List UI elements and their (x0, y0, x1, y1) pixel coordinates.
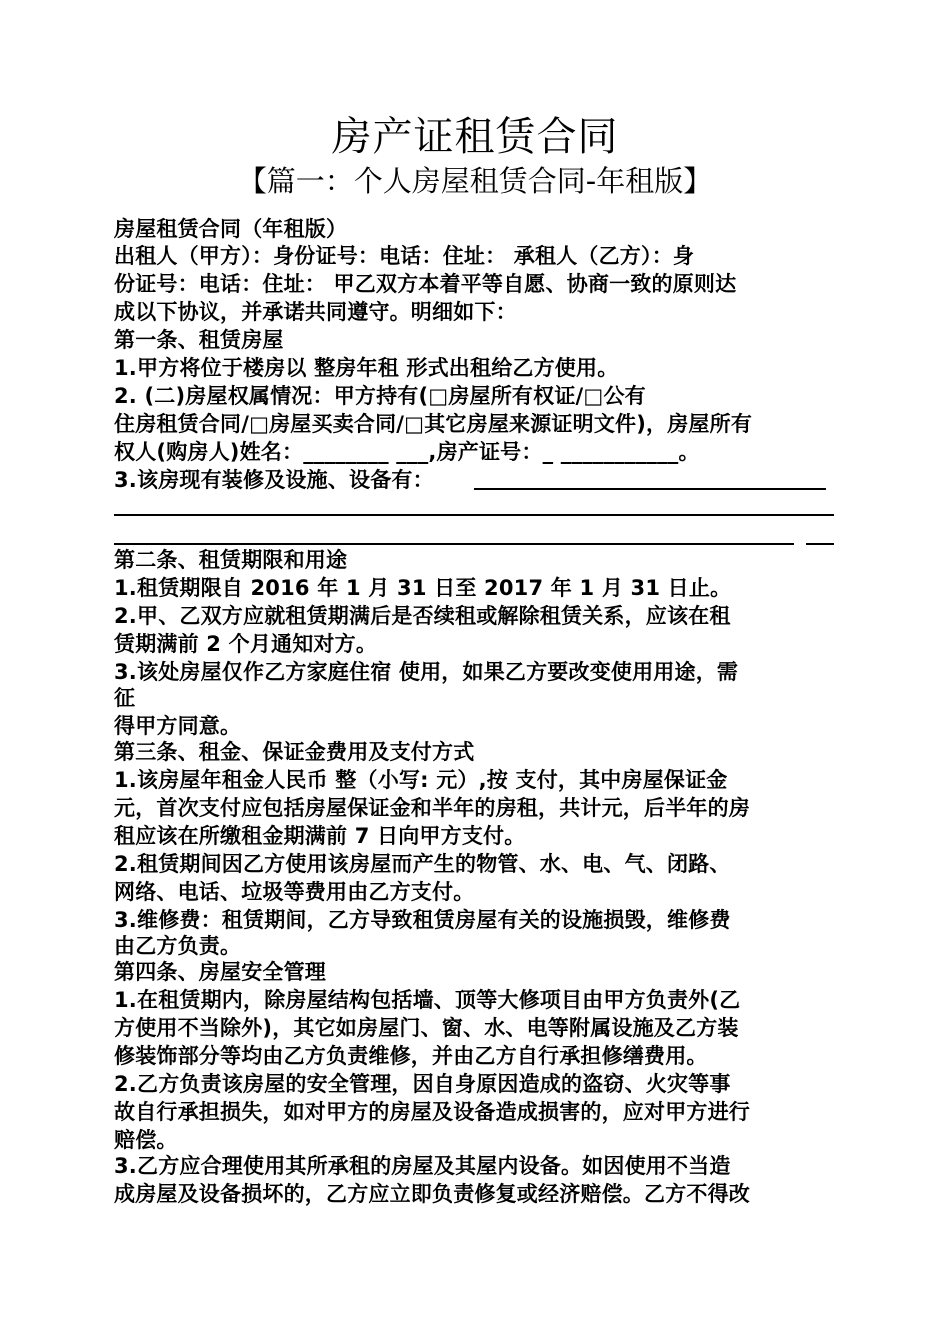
body-line: 3.该房现有装修及设施、设备有： (114, 468, 434, 492)
body-line: 修装饰部分等均由乙方负责维修，并由乙方自行承担修缮费用。 (114, 1044, 708, 1068)
body-line: 得甲方同意。 (114, 714, 242, 738)
body-line: 1.租赁期限自 2016 年 1 月 31 日至 2017 年 1 月 31 日止。 (114, 576, 732, 600)
body-line: 第一条、租赁房屋 (114, 328, 284, 352)
body-line: 第四条、房屋安全管理 (114, 960, 326, 984)
blank-line (806, 543, 834, 545)
body-line: 2.乙方负责该房屋的安全管理，因自身原因造成的盗窃、火灾等事 (114, 1072, 731, 1096)
document-title: 房产证租赁合同 (331, 114, 619, 160)
body-line: 元，首次支付应包括房屋保证金和半年的房租，共计元，后半年的房 (114, 796, 750, 820)
body-line: 成以下协议，并承诺共同遵守。明细如下： (114, 300, 517, 324)
body-line: 1.在租赁期内，除房屋结构包括墙、顶等大修项目由甲方负责外(乙 (114, 988, 741, 1012)
body-line: 出租人（甲方）：身份证号：电话：住址： 承租人（乙方）：身 (114, 244, 695, 268)
blank-line (114, 543, 794, 545)
body-line: 征 (114, 686, 136, 710)
body-line: 1.甲方将位于楼房以 整房年租 形式出租给乙方使用。 (114, 356, 619, 380)
body-line: 第二条、租赁期限和用途 (114, 548, 348, 572)
body-line: 故自行承担损失，如对甲方的房屋及设备造成损害的，应对甲方进行 (114, 1100, 750, 1124)
body-line: 3.维修费：租赁期间，乙方导致租赁房屋有关的设施损毁，维修费 (114, 908, 731, 932)
body-line: 2. (二)房屋权属情况：甲方持有(□房屋所有权证/□公有 (114, 384, 646, 408)
body-line: 2.租赁期间因乙方使用该房屋而产生的物管、水、电、气、闭路、 (114, 852, 731, 876)
body-line: 房屋租赁合同（年租版） (114, 217, 348, 241)
body-line: 3.乙方应合理使用其所承租的房屋及其屋内设备。如因使用不当造 (114, 1154, 731, 1178)
body-line: 方使用不当除外)，其它如房屋门、窗、水、电等附属设施及乙方装 (114, 1016, 739, 1040)
blank-line (114, 514, 834, 516)
body-line: 2.甲、乙双方应就租赁期满后是否续租或解除租赁关系，应该在租 (114, 604, 731, 628)
body-line: 权人(购房人)姓名：________ ___,房产证号：_ ___________。 (114, 440, 700, 464)
body-line: 1.该房屋年租金人民币 整（小写: 元）,按 支付，其中房屋保证金 (114, 768, 728, 792)
document-subtitle: 【篇一：个人房屋租赁合同-年租版】 (237, 164, 713, 198)
body-line: 赔偿。 (114, 1128, 178, 1152)
body-line: 住房租赁合同/□房屋买卖合同/□其它房屋来源证明文件)，房屋所有 (114, 412, 753, 436)
body-line: 成房屋及设备损坏的，乙方应立即负责修复或经济赔偿。乙方不得改 (114, 1182, 750, 1206)
body-line: 网络、电话、垃圾等费用由乙方支付。 (114, 880, 475, 904)
blank-line (474, 488, 826, 490)
body-line: 租应该在所缴租金期满前 7 日向甲方支付。 (114, 824, 526, 848)
body-line: 第三条、租金、保证金费用及支付方式 (114, 740, 475, 764)
body-line: 由乙方负责。 (114, 934, 242, 958)
body-line: 赁期满前 2 个月通知对方。 (114, 632, 378, 656)
body-line: 3.该处房屋仅作乙方家庭住宿 使用，如果乙方要改变使用用途，需 (114, 660, 739, 684)
body-line: 份证号：电话：住址： 甲乙双方本着平等自愿、协商一致的原则达 (114, 272, 737, 296)
